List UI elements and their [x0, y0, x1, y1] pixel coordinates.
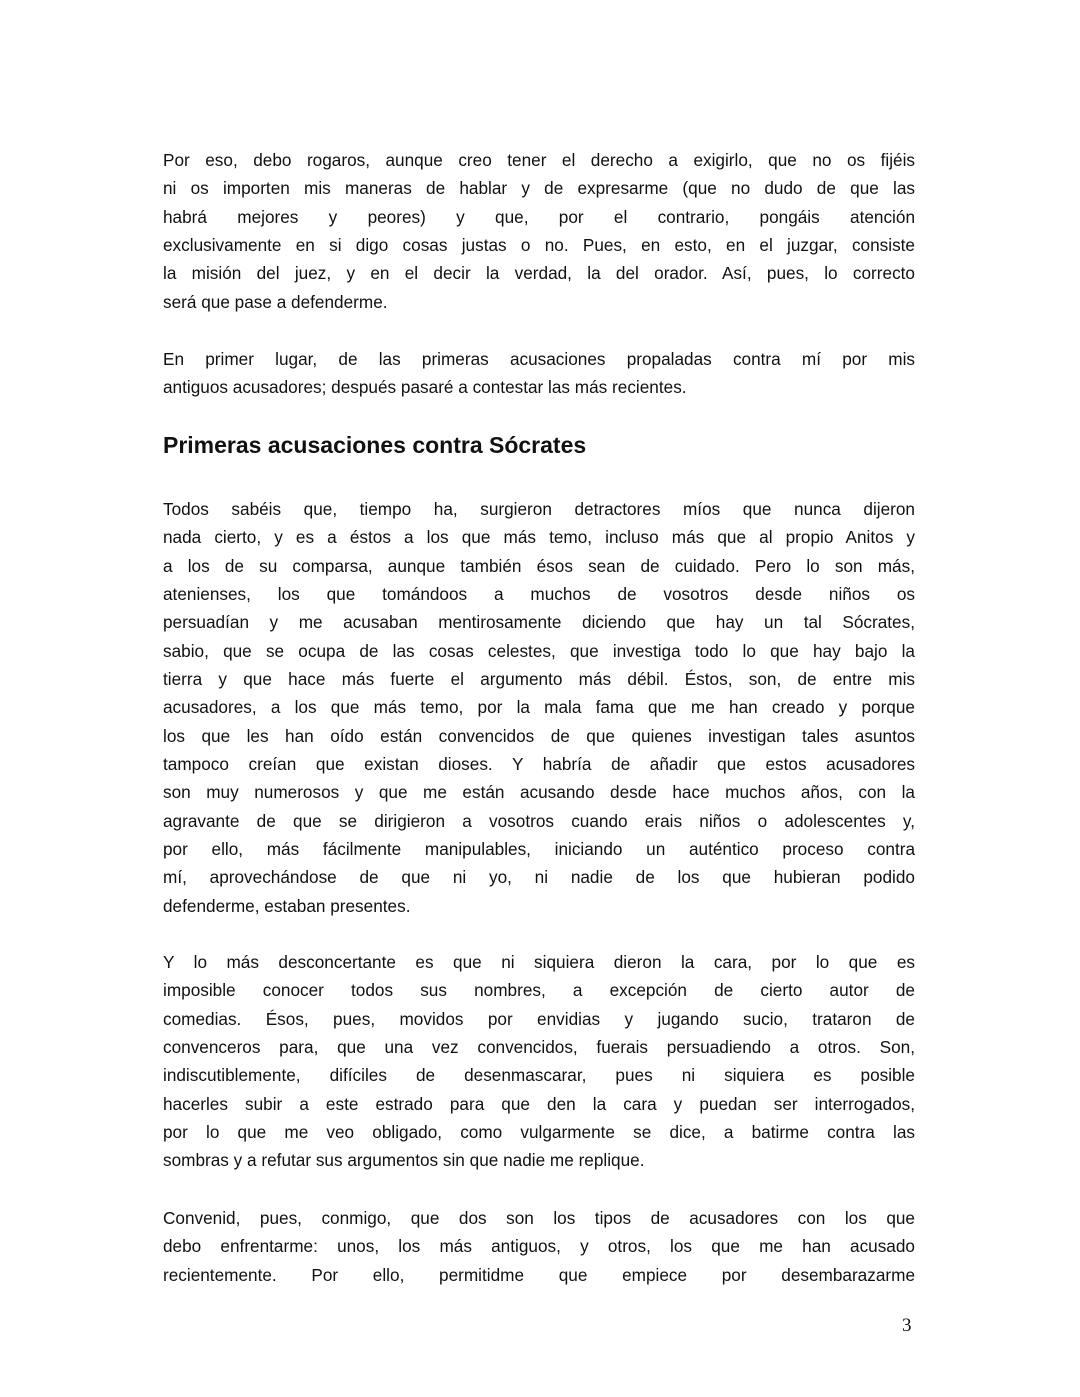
text-line: tampoco creían que existan dioses. Y habría de añadir que estos acusadores: [163, 754, 915, 775]
text-line: Por eso, debo rogaros, aunque creo tener el derecho a exigirlo, que no os fijéis: [163, 150, 915, 170]
text-line: exclusivamente en si digo cosas justas o no. Pues, en esto, en el juzgar, consiste: [163, 235, 915, 256]
text-line: persuadían y me acusaban mentirosamente diciendo que hay un tal Sócrates,: [163, 612, 915, 633]
text-line: defenderme, estaban presentes.: [163, 895, 411, 916]
text-line: por lo que me veo obligado, como vulgarmente se dice, a batirme contra las: [163, 1122, 915, 1143]
text-line: ni os importen mis maneras de hablar y de expresarme (que no dudo de que las: [163, 178, 915, 199]
text-line: convenceros para, que una vez convencidos, fuerais persuadiendo a otros. Son,: [163, 1037, 915, 1058]
text-line: son muy numerosos y que me están acusando desde hace muchos años, con la: [163, 782, 915, 803]
text-line: Todos sabéis que, tiempo ha, surgieron detractores míos que nunca dijeron: [163, 499, 915, 519]
text-line: los que les han oído están convencidos de que quienes investigan tales asuntos: [163, 725, 915, 746]
text-line: mí, aprovechándose de que ni yo, ni nadie de los que hubieran podido: [163, 867, 915, 888]
text-line: a los de su comparsa, aunque también ésos sean de cuidado. Pero lo son más,: [163, 555, 915, 576]
text-line: sombras y a refutar sus argumentos sin que nadie me replique.: [163, 1150, 645, 1171]
text-line: debo enfrentarme: unos, los más antiguos, y otros, los que me han acusado: [163, 1236, 915, 1257]
section-heading: Primeras acusaciones contra Sócrates: [163, 432, 587, 458]
text-line: indiscutiblemente, difíciles de desenmascarar, pues ni siquiera es posible: [163, 1065, 915, 1086]
text-line: tierra y que hace más fuerte el argumento más débil. Éstos, son, de entre mis: [163, 669, 915, 690]
paragraph-5: [163, 1204, 915, 1289]
text-line: acusadores, a los que más temo, por la mala fama que me han creado y porque: [163, 697, 915, 718]
text-line: por ello, más fácilmente manipulables, iniciando un auténtico proceso contra: [163, 839, 915, 860]
text-line: nada cierto, y es a éstos a los que más temo, incluso más que al propio Anitos y: [163, 527, 915, 548]
text-line: comedias. Ésos, pues, movidos por envidias y jugando sucio, trataron de: [163, 1008, 915, 1029]
page-number: 3: [902, 1315, 912, 1336]
text-line: hacerles subir a este estrado para que den la cara y puedan ser interrogados,: [163, 1093, 915, 1114]
paragraph-2: [163, 345, 915, 402]
text-line: será que pase a defenderme.: [163, 291, 388, 312]
paragraph-4: [163, 948, 915, 1175]
text-line: atenienses, los que tomándoos a muchos de vosotros desde niños os: [163, 584, 915, 605]
paragraph-3: [163, 495, 915, 920]
text-line: sabio, que se ocupa de las cosas celestes, que investiga todo lo que hay bajo la: [163, 640, 915, 661]
text-line: habrá mejores y peores) y que, por el contrario, pongáis atención: [163, 206, 915, 227]
text-line: En primer lugar, de las primeras acusaciones propaladas contra mí por mis: [163, 349, 915, 369]
text-line: imposible conocer todos sus nombres, a excepción de cierto autor de: [163, 980, 915, 1001]
text-line: agravante de que se dirigieron a vosotros cuando erais niños o adolescentes y,: [163, 810, 915, 831]
text-line: antiguos acusadores; después pasaré a contestar las más recientes.: [163, 377, 687, 398]
paragraph-1: [163, 146, 915, 316]
text-line: Convenid, pues, conmigo, que dos son los tipos de acusadores con los que: [163, 1208, 915, 1228]
text-line: la misión del juez, y en el decir la verdad, la del orador. Así, pues, lo correcto: [163, 263, 915, 284]
text-line: recientemente. Por ello, permitidme que empiece por desembarazarme: [163, 1264, 915, 1285]
text-line: Y lo más desconcertante es que ni siquiera dieron la cara, por lo que es: [163, 952, 915, 972]
